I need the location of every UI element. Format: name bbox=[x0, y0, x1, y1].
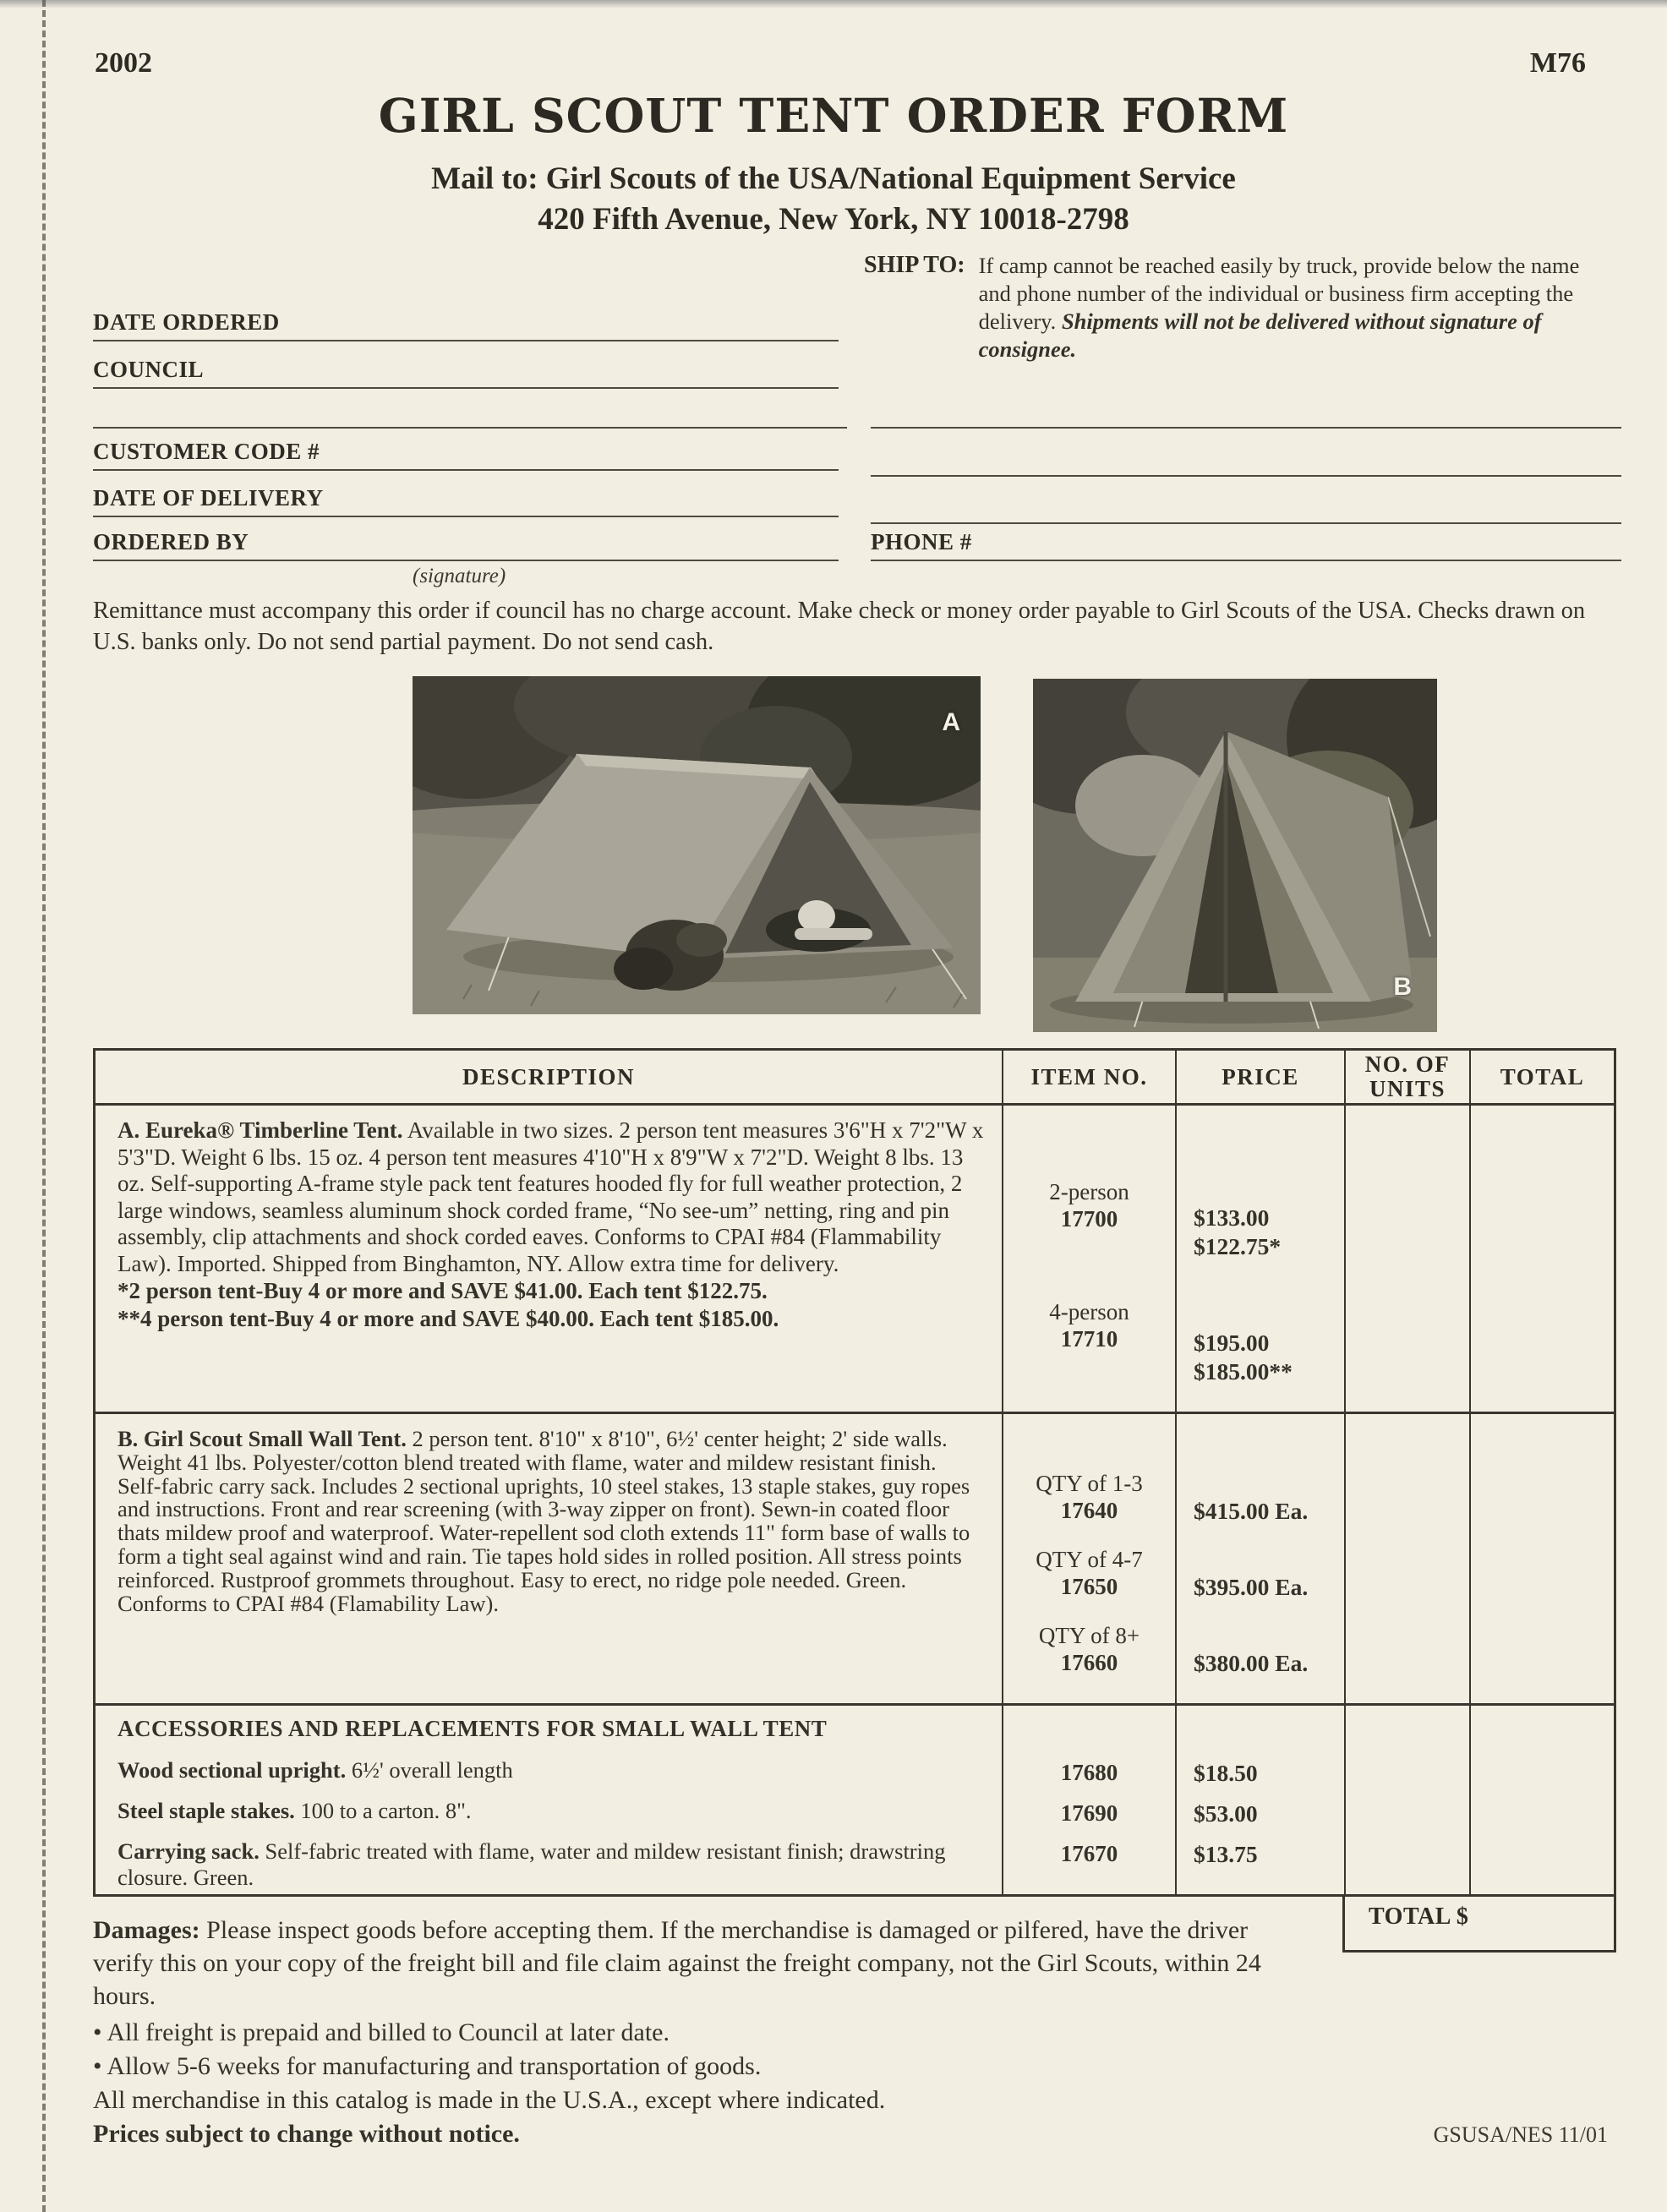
date-of-delivery-label: DATE OF DELIVERY bbox=[93, 485, 324, 511]
tent-photo-b-image bbox=[1033, 679, 1437, 1032]
mail-to-line: Mail to: Girl Scouts of the USA/National Equipment Service bbox=[431, 161, 1236, 196]
price-group-2-person bbox=[1194, 1204, 1344, 1261]
item-group-4-person bbox=[1003, 1298, 1175, 1352]
accessories-heading-units-cell bbox=[1344, 1706, 1469, 1751]
accessory-item-no: 17670 bbox=[1002, 1832, 1175, 1894]
units-cell-a[interactable] bbox=[1344, 1106, 1469, 1412]
qty-tier-label: QTY of 1-3 bbox=[1036, 1471, 1143, 1496]
header-item-no: ITEM NO. bbox=[1002, 1051, 1175, 1103]
accessories-heading-price-cell bbox=[1175, 1706, 1344, 1751]
grand-total-label: TOTAL $ bbox=[1369, 1903, 1469, 1930]
units-cell-steel-stakes[interactable] bbox=[1344, 1792, 1469, 1832]
tent-photo-a bbox=[413, 676, 981, 1014]
footer-last-line bbox=[93, 2117, 1616, 2151]
price-tier-3: $380.00 Ea. bbox=[1194, 1650, 1309, 1676]
product-b-title: B. Girl Scout Small Wall Tent. bbox=[118, 1426, 407, 1451]
item-number: 17700 bbox=[1060, 1206, 1118, 1232]
accessory-price: $53.00 bbox=[1175, 1792, 1344, 1832]
item-number: 17660 bbox=[1060, 1650, 1118, 1675]
accessories-heading-row bbox=[96, 1703, 1614, 1751]
accessory-description bbox=[96, 1832, 1002, 1894]
remittance-note: Remittance must accompany this order if council has no charge account. Make check or money order payable to Girl Scouts of the USA. Checks drawn on U.S. banks only. Do not send partial payment. Do not send cash. bbox=[93, 598, 1586, 655]
council-field[interactable] bbox=[93, 357, 839, 389]
accessory-name: Wood sectional upright. bbox=[118, 1757, 347, 1783]
header-price: PRICE bbox=[1175, 1051, 1344, 1103]
product-a-body: Available in two sizes. 2 person tent measures 3'6"H x 7'2"W x 5'3"D. Weight 6 lbs. 15 oz. 4 person tent measures 4'10"H x 8'9"W x 7'2"D. Weight 8 lbs. 13 oz. Self-supporting A-frame style pack tent features hooded fly for full weather protection, 2 large windows, seamless aluminum shock corded frame, “No see-um” netting, ring and pin assembly, clip attachments and shock corded eaves. Conforms to CPAI #84 (Flammability Law). Imported. Shipped from Binghamton, NY. Allow extra time for delivery. bbox=[118, 1117, 984, 1276]
units-cell-b[interactable] bbox=[1344, 1414, 1469, 1703]
tent-photo-b bbox=[1033, 679, 1437, 1032]
made-in-usa-note: All merchandise in this catalog is made in the U.S.A., except where indicated. bbox=[93, 2086, 886, 2114]
ship-to-text: If camp cannot be reached easily by truck, provide below the name and phone number of the individual or business firm accepting the delivery. bbox=[978, 253, 1580, 334]
accessory-description bbox=[96, 1792, 1002, 1832]
ship-to-bold-note: Shipments will not be delivered without signature of consignee. bbox=[978, 309, 1542, 362]
item-group-2-person bbox=[1003, 1178, 1175, 1232]
item-number: 17640 bbox=[1060, 1498, 1118, 1523]
accessory-price: $18.50 bbox=[1175, 1751, 1344, 1792]
item-group-qty-8-plus bbox=[1003, 1622, 1175, 1676]
units-cell-carrying-sack[interactable] bbox=[1344, 1832, 1469, 1894]
ship-to-block bbox=[864, 252, 1625, 363]
footer-notes bbox=[93, 1914, 1616, 2151]
price-cell-b bbox=[1175, 1414, 1344, 1703]
total-cell-a[interactable] bbox=[1469, 1106, 1614, 1412]
damages-text: Please inspect goods before accepting them. If the merchandise is damaged or pilfered, have the driver verify this on your copy of the freight bill and file claim against the freight company, not the Girl Scouts, within 24 hours. bbox=[93, 1916, 1261, 2010]
price-cell-a bbox=[1175, 1106, 1344, 1412]
damages-label: Damages: bbox=[93, 1916, 200, 1944]
page-title: GIRL SCOUT TENT ORDER FORM bbox=[378, 88, 1289, 143]
table-row-carrying-sack bbox=[96, 1832, 1614, 1894]
date-ordered-field[interactable] bbox=[93, 309, 839, 341]
units-cell-wood-upright[interactable] bbox=[1344, 1751, 1469, 1792]
accessory-name: Carrying sack. bbox=[118, 1838, 260, 1864]
qty-tier-label: QTY of 4-7 bbox=[1036, 1547, 1143, 1572]
price-value: $133.00 bbox=[1194, 1204, 1270, 1231]
perforation-line bbox=[42, 0, 46, 2212]
order-section bbox=[93, 1048, 1616, 2151]
accessory-description bbox=[96, 1751, 1002, 1792]
document-code: GSUSA/NES 11/01 bbox=[1433, 2122, 1608, 2147]
table-row-wood-upright bbox=[96, 1751, 1614, 1792]
accessory-item-no: 17680 bbox=[1002, 1751, 1175, 1792]
customer-code-field[interactable] bbox=[93, 439, 839, 471]
table-row-steel-stakes bbox=[96, 1792, 1614, 1832]
photo-a-label: A bbox=[942, 708, 960, 736]
price-group-4-person bbox=[1194, 1329, 1344, 1386]
accessory-name: Steel staple stakes. bbox=[118, 1798, 295, 1823]
item-group-qty-1-3 bbox=[1003, 1470, 1175, 1524]
ordered-by-label: ORDERED BY bbox=[93, 529, 249, 554]
damages-paragraph bbox=[93, 1914, 1314, 2013]
item-size-label: 4-person bbox=[1049, 1299, 1129, 1324]
item-no-cell-a bbox=[1002, 1106, 1175, 1412]
table-row-small-wall-tent bbox=[96, 1412, 1614, 1703]
ship-to-line-1[interactable] bbox=[871, 396, 1621, 429]
date-ordered-label: DATE ORDERED bbox=[93, 309, 280, 335]
price-tier-1: $415.00 Ea. bbox=[1194, 1498, 1309, 1524]
table-row-timberline-tent bbox=[96, 1103, 1614, 1412]
ship-to-instructions bbox=[979, 252, 1584, 363]
product-b-body: 2 person tent. 8'10" x 8'10", 6½' center height; 2' side walls. Weight 41 lbs. Polyester/cotton blend treated with flame, water and mildew resistant finish. Self-fabric carry sack. Includes 2 sectional uprights, 10 steel stakes, 13 staple stakes, guy ropes and instructions. Front and rear screening (with 3-way zipper on front). Sewn-in coated floor thats mildew proof and waterproof. Water-repellent sod cloth extends 11" form base of walls to form a tight seal against wind and rain. Tie tapes hold sides in rolled position. All stress points reinforced. Rustproof grommets throughout. Easy to erect, no ridge pole needed. Green. Conforms to CPAI #84 (Flamability Law). bbox=[118, 1426, 970, 1616]
prices-note: Prices subject to change without notice. bbox=[93, 2120, 520, 2148]
phone-field[interactable] bbox=[871, 529, 1621, 561]
accessory-price: $13.75 bbox=[1175, 1832, 1344, 1894]
item-number: 17650 bbox=[1060, 1574, 1118, 1599]
table-header-row bbox=[96, 1051, 1614, 1103]
council-extra-line[interactable] bbox=[93, 396, 847, 429]
ship-to-line-2[interactable] bbox=[871, 445, 1621, 477]
price-value: $195.00 bbox=[1194, 1330, 1270, 1356]
date-of-delivery-field[interactable] bbox=[93, 485, 839, 517]
item-group-qty-4-7 bbox=[1003, 1546, 1175, 1600]
total-cell-wood-upright[interactable] bbox=[1469, 1751, 1614, 1792]
accessories-heading-total-cell bbox=[1469, 1706, 1614, 1751]
product-a-title: A. Eureka® Timberline Tent. bbox=[118, 1117, 403, 1143]
tent-photo-a-image bbox=[413, 676, 981, 1014]
header-description: DESCRIPTION bbox=[462, 1063, 636, 1090]
accessories-heading-item-cell bbox=[1002, 1706, 1175, 1751]
ordered-by-field[interactable] bbox=[93, 529, 839, 561]
form-code: M76 bbox=[1529, 47, 1586, 79]
council-label: COUNCIL bbox=[93, 357, 205, 382]
accessory-detail: Self-fabric treated with flame, water and mildew resistant finish; drawstring closure. Green. bbox=[118, 1838, 946, 1890]
description-cell-a bbox=[96, 1106, 1002, 1412]
price-tier-2: $395.00 Ea. bbox=[1194, 1574, 1309, 1600]
lead-time-bullet: • Allow 5-6 weeks for manufacturing and transportation of goods. bbox=[93, 2052, 762, 2080]
order-table bbox=[93, 1048, 1616, 1897]
item-size-label: 2-person bbox=[1049, 1179, 1129, 1204]
price-discount-value: $185.00** bbox=[1194, 1358, 1293, 1385]
total-cell-steel-stakes[interactable] bbox=[1469, 1792, 1614, 1832]
item-no-cell-b bbox=[1002, 1414, 1175, 1703]
total-cell-carrying-sack[interactable] bbox=[1469, 1832, 1614, 1894]
accessories-heading: ACCESSORIES AND REPLACEMENTS FOR SMALL WALL TENT bbox=[118, 1716, 828, 1741]
phone-label: PHONE # bbox=[871, 529, 972, 554]
ship-to-label: SHIP TO: bbox=[864, 252, 965, 278]
product-a-note-2: **4 person tent-Buy 4 or more and SAVE $40.00. Each tent $185.00. bbox=[118, 1305, 779, 1331]
description-cell-b bbox=[96, 1414, 1002, 1703]
accessory-item-no: 17690 bbox=[1002, 1792, 1175, 1832]
price-discount-value: $122.75* bbox=[1194, 1233, 1282, 1259]
accessory-detail: 100 to a carton. 8". bbox=[294, 1798, 472, 1823]
freight-bullet: • All freight is prepaid and billed to Council at later date. bbox=[93, 2018, 670, 2046]
item-number: 17710 bbox=[1060, 1326, 1118, 1352]
header-units: NO. OF UNITS bbox=[1344, 1051, 1469, 1103]
accessory-detail: 6½' overall length bbox=[346, 1757, 513, 1783]
form-year: 2002 bbox=[95, 47, 152, 79]
product-a-note-1: *2 person tent-Buy 4 or more and SAVE $41.00. Each tent $122.75. bbox=[118, 1278, 768, 1303]
header-total: TOTAL bbox=[1469, 1051, 1614, 1103]
total-cell-b[interactable] bbox=[1469, 1414, 1614, 1703]
photo-b-label: B bbox=[1393, 973, 1412, 1001]
qty-tier-label: QTY of 8+ bbox=[1038, 1623, 1140, 1648]
ship-to-line-3[interactable] bbox=[871, 492, 1621, 524]
signature-note: (signature) bbox=[413, 565, 506, 587]
customer-code-label: CUSTOMER CODE # bbox=[93, 439, 320, 464]
mail-to-address: 420 Fifth Avenue, New York, NY 10018-2798 bbox=[538, 202, 1129, 237]
